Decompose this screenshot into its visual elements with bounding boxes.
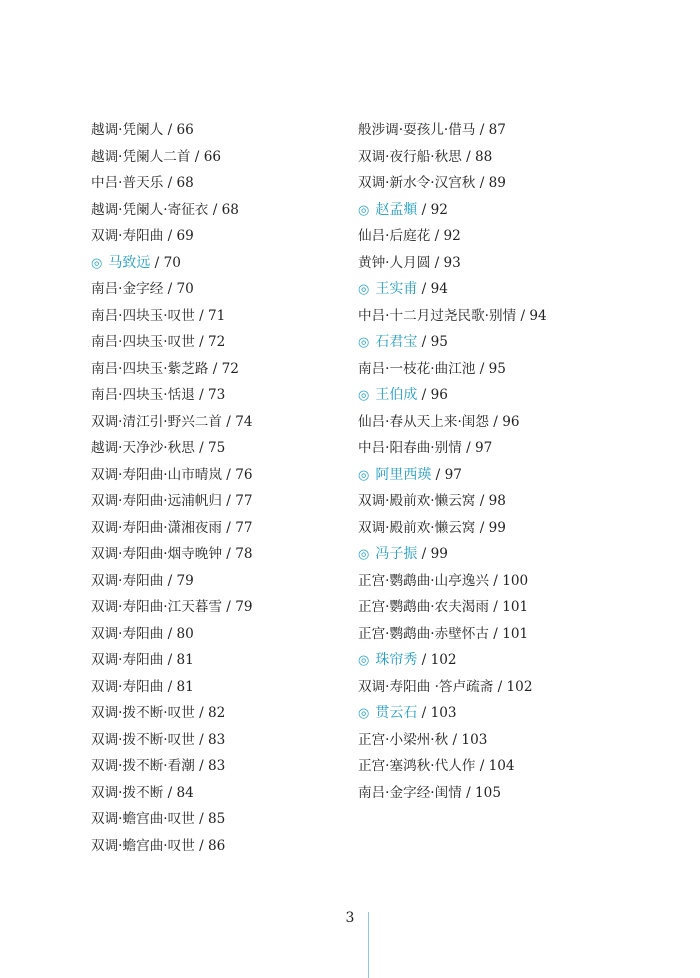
toc-entry: 双调·拨不断·叹世 / 82 (91, 705, 226, 721)
circle-mark-icon: ◎ (358, 467, 370, 483)
toc-left-column (91, 117, 341, 859)
circle-mark-icon: ◎ (358, 388, 370, 403)
page-number: 3 (345, 910, 355, 926)
author-page-ref: / 92 (417, 201, 448, 218)
toc-entry: 正宫·塞鸿秋·代人作 / 104 (358, 758, 515, 774)
toc-entry: 双调·蟾宫曲·叹世 / 85 (91, 811, 226, 827)
toc-entry: 正宫·鹦鹉曲·赤壁怀古 / 101 (358, 625, 529, 642)
author-name: 冯子振 (375, 546, 418, 562)
toc-entry: 越调·凭阑人·寄征衣 / 68 (91, 201, 239, 218)
author-page-ref: / 97 (431, 466, 462, 483)
toc-entry: 越调·天净沙·秋思 / 75 (91, 440, 226, 456)
author-page-ref: / 103 (417, 705, 457, 721)
toc-entry: 正宫·鹦鹉曲·农夫渴雨 / 101 (358, 599, 529, 615)
toc-author-heading (358, 700, 678, 727)
toc-entry: 中吕·阳春曲·别情 / 97 (358, 440, 493, 456)
toc-entry: 黄钟·人月圆 / 93 (358, 254, 461, 271)
toc-entry: 双调·新水令·汉宫秋 / 89 (358, 175, 506, 191)
toc-entry: 双调·寿阳曲·山市晴岚 / 76 (91, 466, 253, 483)
toc-entry: 中吕·十二月过尧民歌·别情 / 94 (358, 307, 547, 324)
circle-mark-icon: ◎ (91, 255, 103, 271)
author-page-ref: / 70 (150, 254, 181, 271)
author-name: 王伯成 (375, 387, 418, 403)
toc-entry: 双调·清江引·野兴二首 / 74 (91, 413, 253, 430)
toc-author-heading (358, 329, 678, 356)
toc-author-heading (358, 541, 678, 568)
toc-entry: 双调·拨不断·看潮 / 83 (91, 758, 226, 774)
toc-right-column (358, 117, 678, 806)
toc-entry: 双调·寿阳曲·江天暮雪 / 79 (91, 599, 253, 615)
toc-entry: 南吕·一枝花·曲江池 / 95 (358, 360, 506, 377)
toc-entry: 双调·拨不断 / 84 (91, 784, 194, 801)
toc-entry: 南吕·金字经·闺情 / 105 (358, 784, 501, 801)
toc-entry: 双调·蟾宫曲·叹世 / 86 (91, 837, 226, 854)
toc-author-heading (358, 647, 678, 674)
toc-entry: 般涉调·耍孩儿·借马 / 87 (358, 122, 506, 138)
author-name: 贯云石 (375, 705, 418, 721)
toc-entry: 双调·寿阳曲 ·答卢疏斋 / 102 (358, 678, 533, 695)
toc-entry: 双调·寿阳曲 / 80 (91, 625, 194, 642)
toc-author-heading (91, 250, 341, 277)
toc-author-heading (358, 276, 678, 303)
toc-entry: 正宫·小梁州·秋 / 103 (358, 731, 488, 748)
author-name: 阿里西瑛 (375, 466, 432, 483)
author-page-ref: / 102 (417, 652, 457, 668)
toc-entry: 正宫·鹦鹉曲·山亭逸兴 / 100 (358, 572, 529, 589)
toc-entry: 双调·殿前欢·懒云窝 / 98 (358, 493, 506, 509)
author-page-ref: / 95 (417, 334, 448, 350)
toc-entry: 双调·寿阳曲·潇湘夜雨 / 77 (91, 519, 253, 536)
author-page-ref: / 94 (417, 281, 448, 297)
toc-entry: 双调·寿阳曲 / 81 (91, 678, 194, 695)
circle-mark-icon: ◎ (358, 547, 370, 562)
toc-entry: 双调·寿阳曲 / 79 (91, 572, 194, 589)
author-name: 珠帘秀 (375, 652, 418, 668)
toc-entry: 越调·凭阑人 / 66 (91, 122, 194, 138)
toc-author-heading (358, 382, 678, 409)
toc-entry: 南吕·四块玉·紫芝路 / 72 (91, 360, 239, 377)
toc-entry: 仙吕·后庭花 / 92 (358, 228, 461, 244)
author-name: 赵孟頫 (375, 201, 418, 218)
toc-entry: 双调·殿前欢·懒云窝 / 99 (358, 519, 506, 536)
toc-entry: 双调·夜行船·秋思 / 88 (358, 148, 493, 165)
author-page-ref: / 96 (417, 387, 448, 403)
toc-author-heading (358, 197, 678, 224)
toc-entry: 双调·拨不断·叹世 / 83 (91, 731, 226, 748)
circle-mark-icon: ◎ (358, 335, 370, 350)
circle-mark-icon: ◎ (358, 706, 370, 721)
toc-entry: 南吕·金字经 / 70 (91, 281, 194, 297)
toc-entry: 南吕·四块玉·叹世 / 72 (91, 334, 226, 350)
circle-mark-icon: ◎ (358, 282, 370, 297)
author-page-ref: / 99 (417, 546, 448, 562)
page-divider-line (368, 912, 369, 978)
toc-author-heading (358, 462, 678, 489)
toc-entry: 双调·寿阳曲 / 69 (91, 228, 194, 244)
circle-mark-icon: ◎ (358, 653, 370, 668)
toc-entry: 南吕·四块玉·叹世 / 71 (91, 307, 226, 324)
toc-entry: 越调·凭阑人二首 / 66 (91, 148, 221, 165)
toc-entry: 南吕·四块玉·恬退 / 73 (91, 387, 226, 403)
author-name: 马致远 (108, 254, 151, 271)
author-name: 王实甫 (375, 281, 418, 297)
toc-entry: 双调·寿阳曲·烟寺晚钟 / 78 (91, 546, 253, 562)
toc-entry: 仙吕·春从天上来·闺怨 / 96 (358, 413, 520, 430)
toc-entry: 中吕·普天乐 / 68 (91, 175, 194, 191)
circle-mark-icon: ◎ (358, 202, 370, 218)
toc-entry: 双调·寿阳曲·远浦帆归 / 77 (91, 493, 253, 509)
toc-entry: 双调·寿阳曲 / 81 (91, 652, 194, 668)
author-name: 石君宝 (375, 334, 418, 350)
